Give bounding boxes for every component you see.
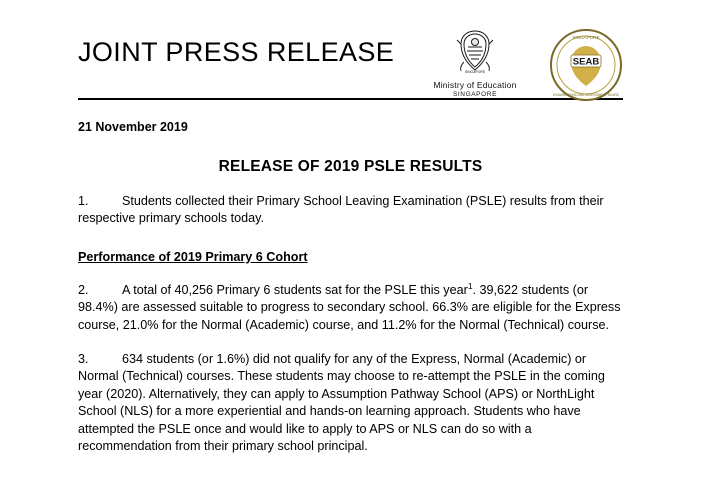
document-date: 21 November 2019 [78,120,188,134]
svg-text:SINGAPORE: SINGAPORE [464,70,486,74]
footnote-marker: 1 [467,280,473,291]
document-title: RELEASE OF 2019 PSLE RESULTS [218,158,483,175]
paragraph-2-text-part2: . 39,622 students (or 98.4%) are assessed suitable to progress to secondary school. 66.3% are eligible for the Express course, 21.0% for the Normal (Academic) course, and 11.2% for the Normal (Technical) course. [78,282,621,332]
svg-text:SINGAPORE: SINGAPORE [572,35,600,40]
paragraph-2-text-part1: A total of 40,256 Primary 6 students sat for the PSLE this year [122,282,468,297]
singapore-state-crest-icon [455,28,495,74]
paragraph-1-text: Students collected their Primary School Leaving Examination (PSLE) results from their respective primary schools today. [78,194,604,226]
svg-text:EXAMINATIONS AND ASSESSMENT BO: EXAMINATIONS AND ASSESSMENT BOARD [553,93,619,97]
section-heading-performance: Performance of 2019 Primary 6 Cohort [78,249,308,264]
paragraph-3-number: 3. [78,352,89,367]
paragraph-1-number: 1. [78,194,89,208]
paragraph-2 [78,281,623,334]
header-logos [419,24,623,102]
moe-caption-line1: Ministry of Education [433,80,517,90]
paragraph-2-number: 2. [78,282,89,297]
paragraph-3 [78,351,623,455]
seab-logo [549,28,623,102]
document-header [78,0,623,98]
paragraph-3-text: 634 students (or 1.6%) did not qualify for any of the Express, Normal (Academic) or Normal (Technical) courses. These students may choose to re-attempt the PSLE in the coming year (2020). Alternatively, they can apply to Assumption Pathway School (APS) or NorthLight School (NLS) for a more experiential and hands-on learning approach. Students who have attempted the PSLE once and would like to apply to APS or NLS can do so with a recommendation from their primary school principal. [78,352,605,453]
moe-logo-caption [433,80,516,99]
moe-caption-line2: SINGAPORE [452,90,498,98]
page-title: JOINT PRESS RELEASE [78,37,395,67]
moe-logo [419,28,531,99]
svg-text:SEAB: SEAB [572,56,600,68]
paragraph-1 [78,193,623,228]
